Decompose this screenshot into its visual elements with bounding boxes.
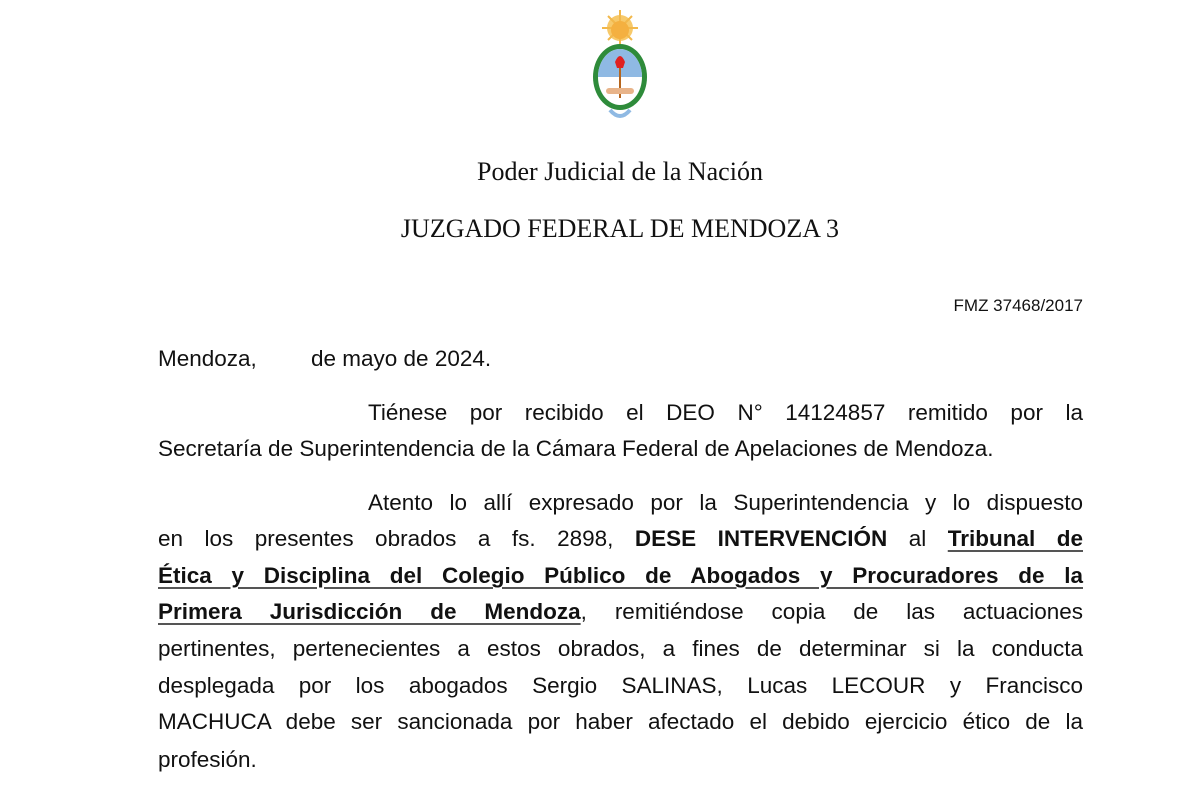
date-line (158, 346, 492, 372)
body-text: MACHUCA debe ser sancionada por haber afectado el debido ejercicio ético de la (158, 709, 1083, 734)
emphasized-text: DESE INTERVENCIÓN (634, 526, 888, 551)
emphasized-text: Ética y Disciplina del Colegio Público de Abogados y Procuradores de la (158, 563, 1083, 588)
body-line (158, 672, 1083, 700)
body-line (158, 525, 1083, 553)
institution-heading: Poder Judicial de la Nación (477, 157, 763, 186)
body-line (158, 746, 400, 774)
body-line (368, 399, 1083, 427)
date-city: Mendoza, (158, 346, 257, 371)
body-line (368, 489, 1083, 517)
date-text: de mayo de 2024. (311, 346, 492, 371)
case-number: FMZ 37468/2017 (953, 296, 1083, 315)
emphasized-text: Tribunal de (947, 526, 1083, 551)
coat-of-arms-icon (582, 10, 658, 125)
body-text: Tiénese por recibido el DEO N° 14124857 remitido por la (368, 400, 1083, 425)
body-text: en los presentes obrados a fs. 2898, (158, 526, 635, 551)
body-text: Secretaría de Superintendencia de la Cámara Federal de Apelaciones de Mendoza. (158, 436, 994, 461)
body-text: , remitiéndose copia de las actuaciones (580, 599, 1084, 624)
court-heading: JUZGADO FEDERAL DE MENDOZA 3 (400, 214, 840, 243)
body-line (158, 598, 1083, 626)
body-text: profesión. (158, 747, 257, 772)
body-text: Atento lo allí expresado por la Superintendencia y lo dispuesto (368, 490, 1083, 515)
body-text: desplegada por los abogados Sergio SALINAS, Lucas LECOUR y Francisco (158, 673, 1083, 698)
body-text: pertinentes, pertenecientes a estos obrados, a fines de determinar si la conducta (158, 636, 1083, 661)
body-line (158, 562, 1083, 590)
emphasized-text: Primera Jurisdicción de Mendoza (158, 599, 581, 624)
body-text: al (887, 526, 948, 551)
body-line (158, 435, 1068, 463)
body-line (158, 708, 1083, 736)
body-line (158, 635, 1083, 663)
